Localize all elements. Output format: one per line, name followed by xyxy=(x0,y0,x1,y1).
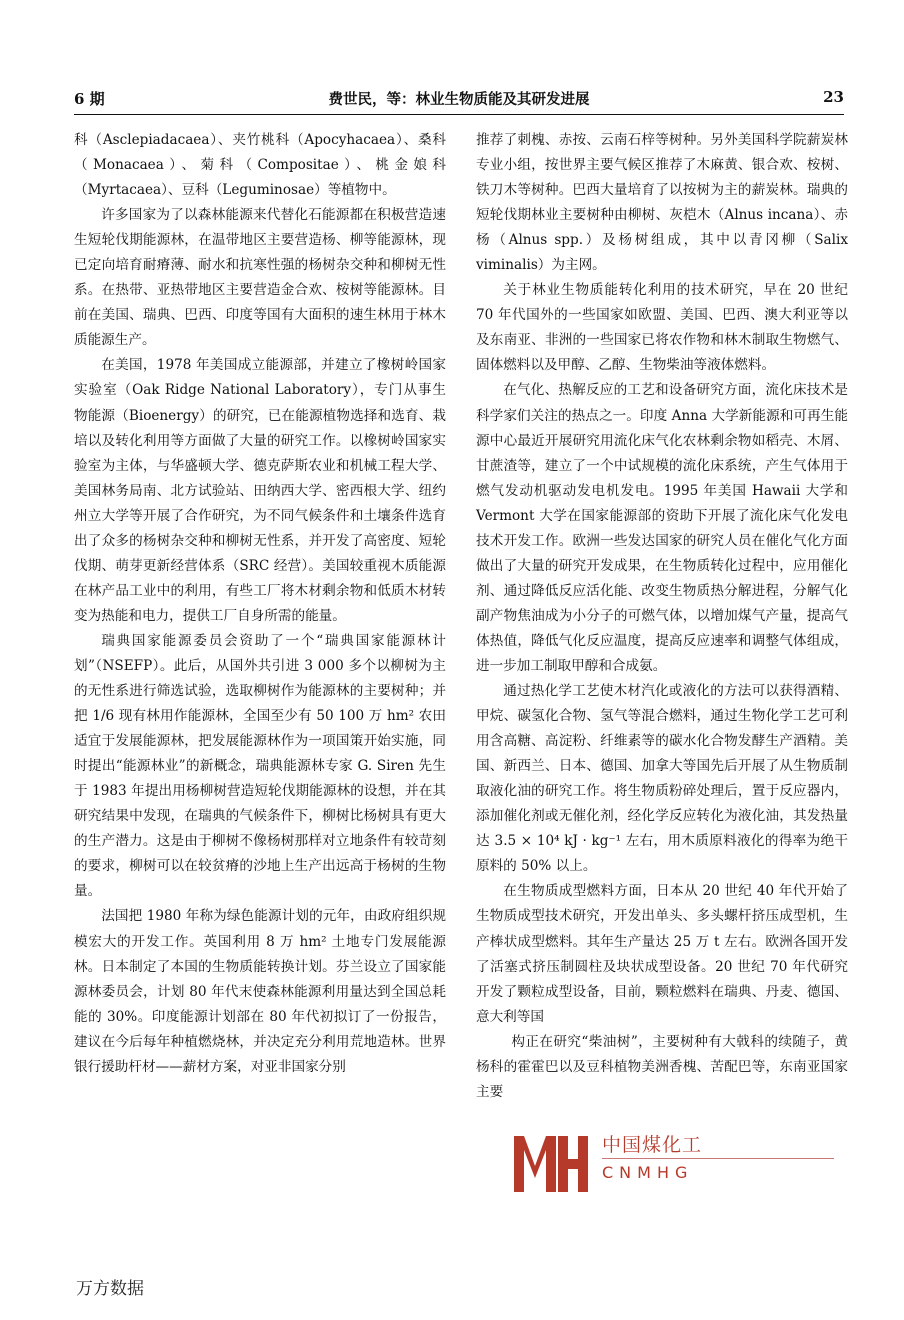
header-rule xyxy=(74,114,844,115)
watermark-name-cn: 中国煤化工 xyxy=(602,1134,703,1156)
running-title: 费世民，等：林业生物质能及其研发进展 xyxy=(328,91,590,108)
footer-source: 万方数据 xyxy=(76,1279,144,1299)
watermark-divider xyxy=(602,1158,834,1159)
page-number: 23 xyxy=(823,88,844,106)
running-header xyxy=(74,88,844,110)
paragraph: 推荐了刺槐、赤按、云南石梓等树种。另外美国科学院薪炭林专业小组，按世界主要气候区推荐了木麻黄、银合欢、桉树、铁刀木等树种。巴西大量培育了以按树为主的薪炭林。瑞典的短轮伐期林业主要树种由柳树、灰桤木（Alnus incana）、赤杨（Alnus spp.）及杨树组成，其中以青冈柳（Salix viminalis）为主网。 xyxy=(476,132,848,274)
paragraph: 法国把 1980 年称为绿色能源计划的元年，由政府组织规模宏大的开发工作。英国利用 8 万 hm² 土地专门发展能源林。日本制定了本国的生物质能转换计划。芬兰设立了国家能源林委员会，计划 80 年代末使森林能源利用量达到全国总耗能的 30%。印度能源计划部在 80 年代初拟订了一份报告，建议在今后每年种植燃烧林，并决定充分利用荒地造林。世界银行援助杆材——薪材方案，对亚非国家分别 xyxy=(74,908,446,1075)
paragraph: 关于林业生物质能转化利用的技术研究，早在 20 世纪 70 年代国外的一些国家如欧盟、美国、巴西、澳大利亚等以及东南亚、非洲的一些国家已将农作物和林木制取生物燃气、固体燃料以及甲醇、乙醇、生物柴油等液体燃料。 xyxy=(476,282,848,374)
paragraph: 瑞典国家能源委员会资助了一个“瑞典国家能源林计划”（NSEFP）。此后，从国外共引进 3 000 多个以柳树为主的无性系进行筛选试验，选取柳树作为能源林的主要树种；并把 1/6 现有林用作能源林，全国至少有 50 100 万 hm² 农田适宜于发展能源林，把发展能源林作为一项国策开始实施，同时提出“能源林业”的新概念，瑞典能源林专家 G. Siren 先生于 1983 年提出用杨柳树营造短轮伐期能源林的设想，并在其研究结果中发现，在瑞典的气候条件下，柳树比杨树具有更大的生产潜力。这是由于柳树不像杨树那样对立地条件有较苛刻的要求，柳树可以在较贫瘠的沙地上生产出远高于杨树的生物量。 xyxy=(74,632,446,900)
paragraph: 通过热化学工艺使木材汽化或液化的方法可以获得酒精、甲烷、碳氢化合物、氢气等混合燃料，通过生物化学工艺可利用含高糖、高淀粉、纤维素等的碳水化合物发酵生产酒精。美国、新西兰、日本、德国、加拿大等国先后开展了从生物质制取液化油的研究工作。将生物质粉碎处理后，置于反应器内，添加催化剂或无催化剂，经化学反应转化为液化油，其发热量达 3.5 × 10⁴ kJ · kg⁻¹ 左右，用木质原料液化的得率为绝干原料的 50% 以上。 xyxy=(476,683,848,875)
paragraph: 构正在研究“柴油树”，主要树种有大戟科的续随子，黄杨科的霍霍巴以及豆科植物美洲香槐、苦配巴等，东南亚国家主要 xyxy=(476,1033,848,1100)
paragraph: 在气化、热解反应的工艺和设备研究方面，流化床技术是科学家们关注的热点之一。印度 Anna 大学新能源和可再生能源中心最近开展研究用流化床气化农林剩余物如稻壳、木屑、甘蔗渣等，建立了一个中试规模的流化床系统，产生气体用于燃气发动机驱动发电机发电。1995 年美国 Hawaii 大学和 Vermont 大学在国家能源部的资助下开展了流化床气化发电技术开发工作。欧洲一些发达国家的研究人员在催化气化方面做出了大量的研究开发成果，在生物质转化过程中，应用催化剂、通过降低反应活化能、改变生物质热分解进程，分解气化副产物焦油成为小分子的可燃气体，以增加煤气产量，提高气体热值，降低气化反应温度，提高反应速率和调整气体组成，进一步加工制取甲醇和合成氨。 xyxy=(476,382,848,674)
paragraph: 在生物质成型燃料方面，日本从 20 世纪 40 年代开始了生物质成型技术研究，开发出单头、多头螺杆挤压成型机，生产棒状成型燃料。其年生产量达 25 万 t 左右。欧洲各国开发了活塞式挤压制圆柱及块状成型设备。20 世纪 70 年代研究开发了颗粒成型设备，目前，颗粒燃料在瑞典、丹麦、德国、意大利等国 xyxy=(476,883,848,1025)
watermark-stamp xyxy=(512,1128,852,1200)
paragraph: 许多国家为了以森林能源来代替化石能源都在积极营造速生短轮伐期能源林，在温带地区主要营造杨、柳等能源林，现已定向培育耐瘠薄、耐水和抗寒性强的杨树杂交种和柳树无性系。在热带、亚热带地区主要营造金合欢、桉树等能源林。目前在美国、瑞典、巴西、印度等国有大面积的速生林用于林木质能源生产。 xyxy=(74,207,446,349)
paragraph: 科（Asclepiadacaea）、夹竹桃科（Apocyhacaea）、桑科（Monacaea）、菊科（Compositae）、桃金娘科（Myrtacaea）、豆科（Leguminosae）等植物中。 xyxy=(74,132,446,199)
issue-number: 6 期 xyxy=(74,90,105,108)
right-column xyxy=(476,128,848,1105)
watermark-logo-icon xyxy=(512,1132,590,1196)
left-column xyxy=(74,128,446,1080)
watermark-name-en: CNMHG xyxy=(602,1163,694,1182)
paragraph: 在美国，1978 年美国成立能源部，并建立了橡树岭国家实验室（Oak Ridge National Laboratory），专门从事生物能源（Bioenergy）的研究，已在能源植物选择和选育、栽培以及转化利用等方面做了大量的研究工作。以橡树岭国家实验室为主体，与华盛顿大学、德克萨斯农业和机械工程大学、美国林务局南、北方试验站、田纳西大学、密西根大学、纽约州立大学等开展了合作研究，为不同气候条件和土壤条件选育出了众多的杨树杂交种和柳树无性系，并开发了高密度、短轮伐期、萌芽更新经营体系（SRC 经营）。美国较重视木质能源在林产品工业中的利用，有些工厂将木材剩余物和低质木材转变为热能和电力，提供工厂自身所需的能量。 xyxy=(74,357,446,624)
